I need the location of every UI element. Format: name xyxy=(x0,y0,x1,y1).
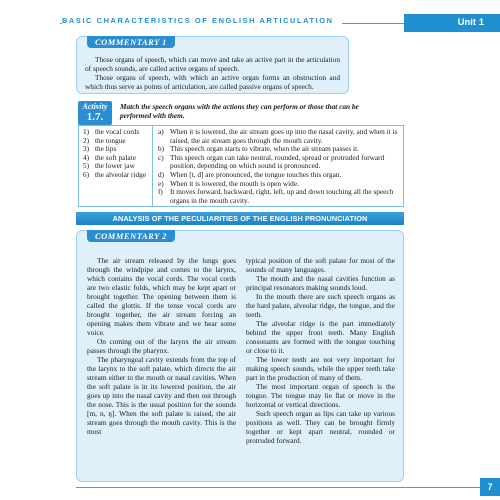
paragraph: The air stream released by the lungs goes through the windpipe and comes to the larynx, which contains the vocal cords. The vocal cords are two elastic folds, which may be kept apart or brought together. The opening between them is called the glottis. If the tense vocal cords are brought together, the air stream forcing an opening makes them vibrate and we hear some voice. xyxy=(87,256,236,337)
item-key: 4) xyxy=(83,152,90,162)
paragraph: The alveolar ridge is the part immediately behind the upper front teeth. Many English consonants are formed with the tongue touching or close to it. xyxy=(246,319,395,355)
speech-organs-column xyxy=(79,126,153,206)
list-item xyxy=(158,128,398,145)
right-column xyxy=(246,256,395,445)
left-column xyxy=(87,256,236,445)
paragraph: The pharyngeal cavity extends from the top of the larynx to the soft palate, which directs the air stream either to the mouth or nasal cavities. When the soft palate is in its lowered position, the air goes up into the nasal cavity and then out through the nose. This is the usual position for the sounds [m, n, ŋ]. When the soft palate is raised, the air stream goes through the mouth cavity. This is the most xyxy=(87,355,236,436)
item-text: the alveolar ridge xyxy=(95,169,147,179)
commentary-2-columns xyxy=(87,256,395,445)
activity-instruction: Match the speech organs with the actions they can perform or those that can be performed with them. xyxy=(120,102,359,120)
commentary-1-box xyxy=(76,36,349,94)
item-text: This speech organ can take neutral, rounded, spread or protruded forward position, depending on which sound is pronounced. xyxy=(170,152,385,171)
actions-column xyxy=(153,126,403,206)
item-key: 2) xyxy=(83,135,90,145)
item-text: It moves forward, backward, right, left, up and down touching all the speech organs in the mouth cavity. xyxy=(170,187,394,205)
item-key: 5) xyxy=(83,161,90,171)
paragraph: Such speech organ as lips can take up various positions as well. They can be brought firmly together or kept apart neutral, rounded or protruded forward. xyxy=(246,409,395,445)
item-text: When it is lowered, the mouth is open wide. xyxy=(170,178,299,188)
paragraph: The mouth and the nasal cavities function as principal resonators making sounds loud. xyxy=(246,274,395,292)
item-text: the lips xyxy=(95,144,117,154)
commentary-1-paragraph: Those organs of speech, which can move and take an active part in the articulation of speech sounds, are called active organs of speech. xyxy=(85,55,340,73)
item-key: 1) xyxy=(83,127,90,136)
item-text: the soft palate xyxy=(95,152,136,162)
activity-word: Activity xyxy=(82,102,108,111)
activity-number: 1.7. xyxy=(86,111,104,123)
item-text: When [t, d] are pronounced, the tongue touches this organ. xyxy=(170,169,342,179)
item-text: the tongue xyxy=(95,135,126,145)
item-text: This speech organ starts to vibrate, when the air stream passes it. xyxy=(170,144,359,154)
commentary-1-label: COMMENTARY 1 xyxy=(87,36,175,48)
paragraph: The lower teeth are not very important for making speech sounds, while the upper teeth take part in the production of many of them. xyxy=(246,355,395,382)
item-key: d) xyxy=(158,169,165,179)
item-key: a) xyxy=(158,127,164,136)
paragraph: typical position of the soft palate for most of the sounds of many languages. xyxy=(246,256,395,274)
commentary-1-text xyxy=(85,55,340,91)
list-item xyxy=(158,154,398,171)
item-text: When it is lowered, the air stream goes up into the nasal cavity, and when it is raised, the air stream goes through the mouth cavity. xyxy=(170,127,398,145)
commentary-1-paragraph: Those organs of speech, with which an active organ forms an obstruction and which thus serve as points of articulation, are called passive organs of speech. xyxy=(85,73,340,91)
list-item xyxy=(83,171,148,180)
item-text: the lower jaw xyxy=(95,161,135,171)
item-key: 3) xyxy=(83,144,90,154)
item-text: the vocal cords xyxy=(95,127,140,136)
activity-badge xyxy=(78,101,112,125)
header-title: BASIC CHARACTERISTICS OF ENGLISH ARTICULATION xyxy=(62,16,342,25)
list-item xyxy=(158,188,398,205)
matching-table xyxy=(78,125,404,207)
paragraph: In the mouth there are such speech organs as the hard palate, alveolar ridge, the tongue, and the teeth. xyxy=(246,292,395,319)
commentary-2-label: COMMENTARY 2 xyxy=(87,230,175,242)
footer-rule xyxy=(76,487,480,488)
unit-badge: Unit 1 xyxy=(404,14,500,32)
running-header xyxy=(0,14,500,32)
item-key: e) xyxy=(158,178,164,188)
commentary-2-box xyxy=(76,230,404,482)
paragraph: The most important organ of speech is the tongue. The tongue may lie flat or move in the horizontal or vertical directions. xyxy=(246,382,395,409)
section-title-band: ANALYSIS OF THE PECULIARITIES OF THE ENGLISH PRONUNCIATION xyxy=(76,212,404,225)
item-key: f) xyxy=(158,187,163,197)
item-key: b) xyxy=(158,144,165,154)
item-key: c) xyxy=(158,152,164,162)
paragraph: On coming out of the larynx the air stream passes through the pharynx. xyxy=(87,337,236,355)
page-number: 7 xyxy=(480,478,500,496)
item-key: 6) xyxy=(83,169,90,179)
